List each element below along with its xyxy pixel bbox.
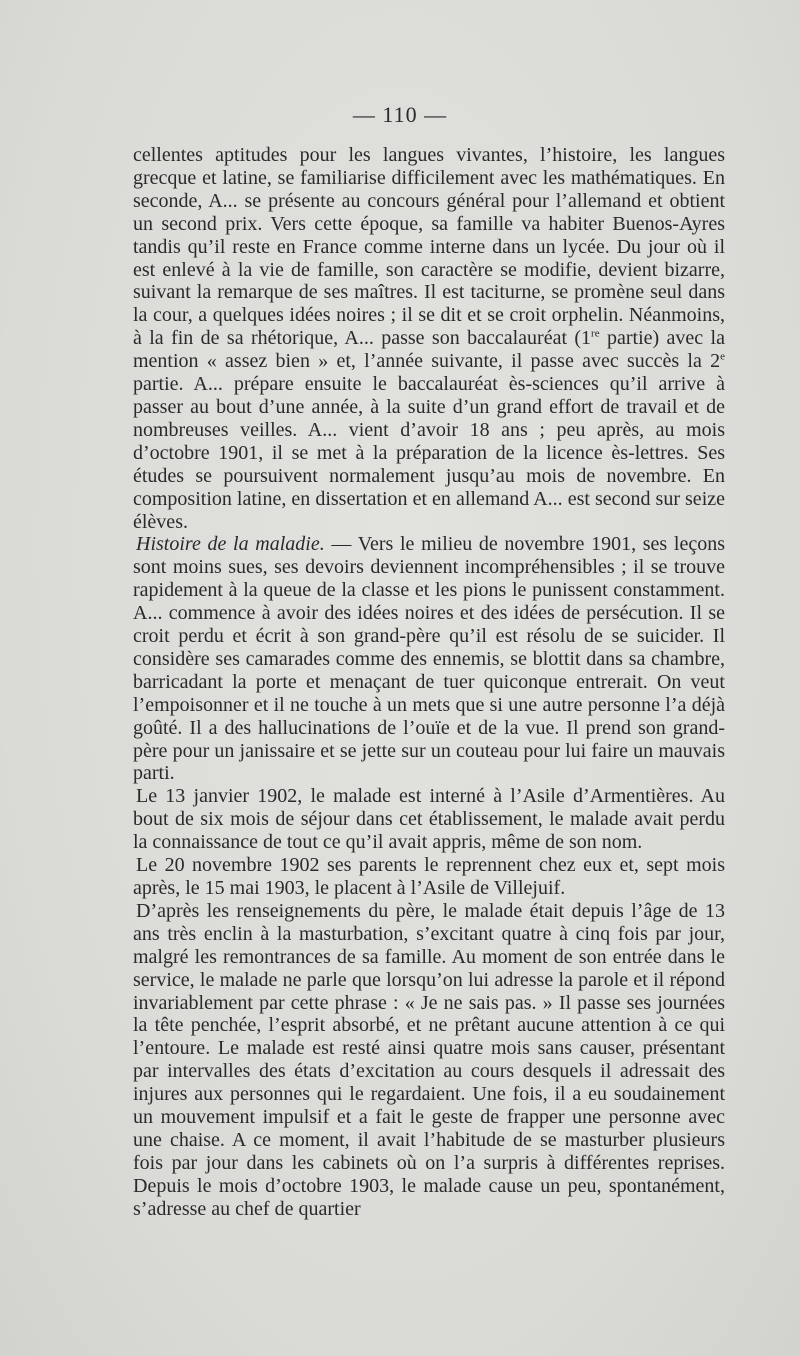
paragraph-1-part-a: cellentes aptitudes pour les langues vivantes, l’histoire, les langues grecque et latine, se familiarise difficilement avec les mathématiques. En seconde, A... se présente au concours général pour l’allemand et obtient un second prix. Vers cette époque, sa famille va habiter Buenos-Ayres tandis qu’il reste en France comme interne dans un lycée. Du jour où il est enlevé à la vie de famille, son caractère se modifie, devient bizarre, suivant la remarque de ses maîtres. Il est taciturne, se promène seul dans la cour, a quelques idées noires ; il se dit et se croit orphelin. Néanmoins, à la fin de sa rhétorique, A... passe son baccalauréat (1 — [133, 144, 725, 350]
paragraph-2-text: — Vers le milieu de novembre 1901, ses leçons sont moins sues, ses devoirs deviennent incompréhensibles ; il se trouve rapidement à la queue de la classe et les pions le punissent constamment. A... commence à avoir des idées noires et des idées de persécution. Il se croit perdu et écrit à son grand-père qu’il est résolu de se suicider. Il considère ses camarades comme des ennemis, se blottit dans sa chambre, barricadant la porte et menaçant de tuer quiconque entrerait. On veut l’empoisonner et il ne touche à un mets que si une autre personne l’a déjà goûté. Il a des hallucinations de l’ouïe et de la vue. Il prend son grand-père pour un janissaire et se jette sur un couteau pour lui faire un mauvais parti. — [133, 533, 725, 785]
paragraph-1-part-b: partie) avec la mention « assez bien » et, l’année suivante, il passe avec succès la 2 — [133, 327, 725, 373]
section-title: Histoire de la maladie. — [136, 533, 325, 556]
paragraph-3: Le 13 janvier 1902, le malade est interné à l’Asile d’Armentières. Au bout de six mois de séjour dans cet établissement, le malade avait perdu la connaissance de tout ce qu’il avait appris, même de son nom. — [133, 785, 725, 854]
superscript-re: re — [591, 327, 600, 340]
page-number: — 110 — — [352, 102, 448, 127]
paragraph-1-part-c: partie. A... prépare ensuite le baccalauréat ès-sciences qu’il arrive à passer au bout d’une année, à la suite d’un grand effort de travail et de nombreuses veilles. A... vient d’avoir 18 ans ; peu après, au mois d’octobre 1901, il se met à la préparation de la licence ès-lettres. Ses études se poursuivent normalement jusqu’au mois de novembre. En composition latine, en dissertation et en allemand A... est second sur seize élèves. — [133, 373, 725, 533]
superscript-e: e — [720, 350, 725, 363]
paragraph-2 — [133, 533, 725, 785]
paragraph-4: Le 20 novembre 1902 ses parents le reprennent chez eux et, sept mois après, le 15 mai 1903, le placent à l’Asile de Villejuif. — [133, 854, 725, 899]
paragraph-1 — [133, 144, 725, 533]
body-text — [133, 144, 725, 1221]
paragraph-5: D’après les renseignements du père, le malade était depuis l’âge de 13 ans très enclin à la masturbation, s’excitant quatre à cinq fois par jour, malgré les remontrances de sa famille. Au moment de son entrée dans le service, le malade ne parle que lorsqu’on lui adresse la parole et il répond invariablement par cette phrase : « Je ne sais pas. » Il passe ses journées la tête penchée, l’esprit absorbé, et ne prêtant aucune attention à ce qui l’entoure. Le malade est resté ainsi quatre mois sans causer, présentant par intervalles des états d’excitation au cours desquels il adressait des injures aux personnes qui le regardaient. Une fois, il a eu soudainement un mouvement impulsif et a fait le geste de frapper une personne avec une chaise. A ce moment, il avait l’habitude de se masturber plusieurs fois par jour dans les cabinets où on l’a surpris à différentes reprises. Depuis le mois d’octobre 1903, le malade cause un peu, spontanément, s’adresse au chef de quartier — [133, 899, 725, 1220]
